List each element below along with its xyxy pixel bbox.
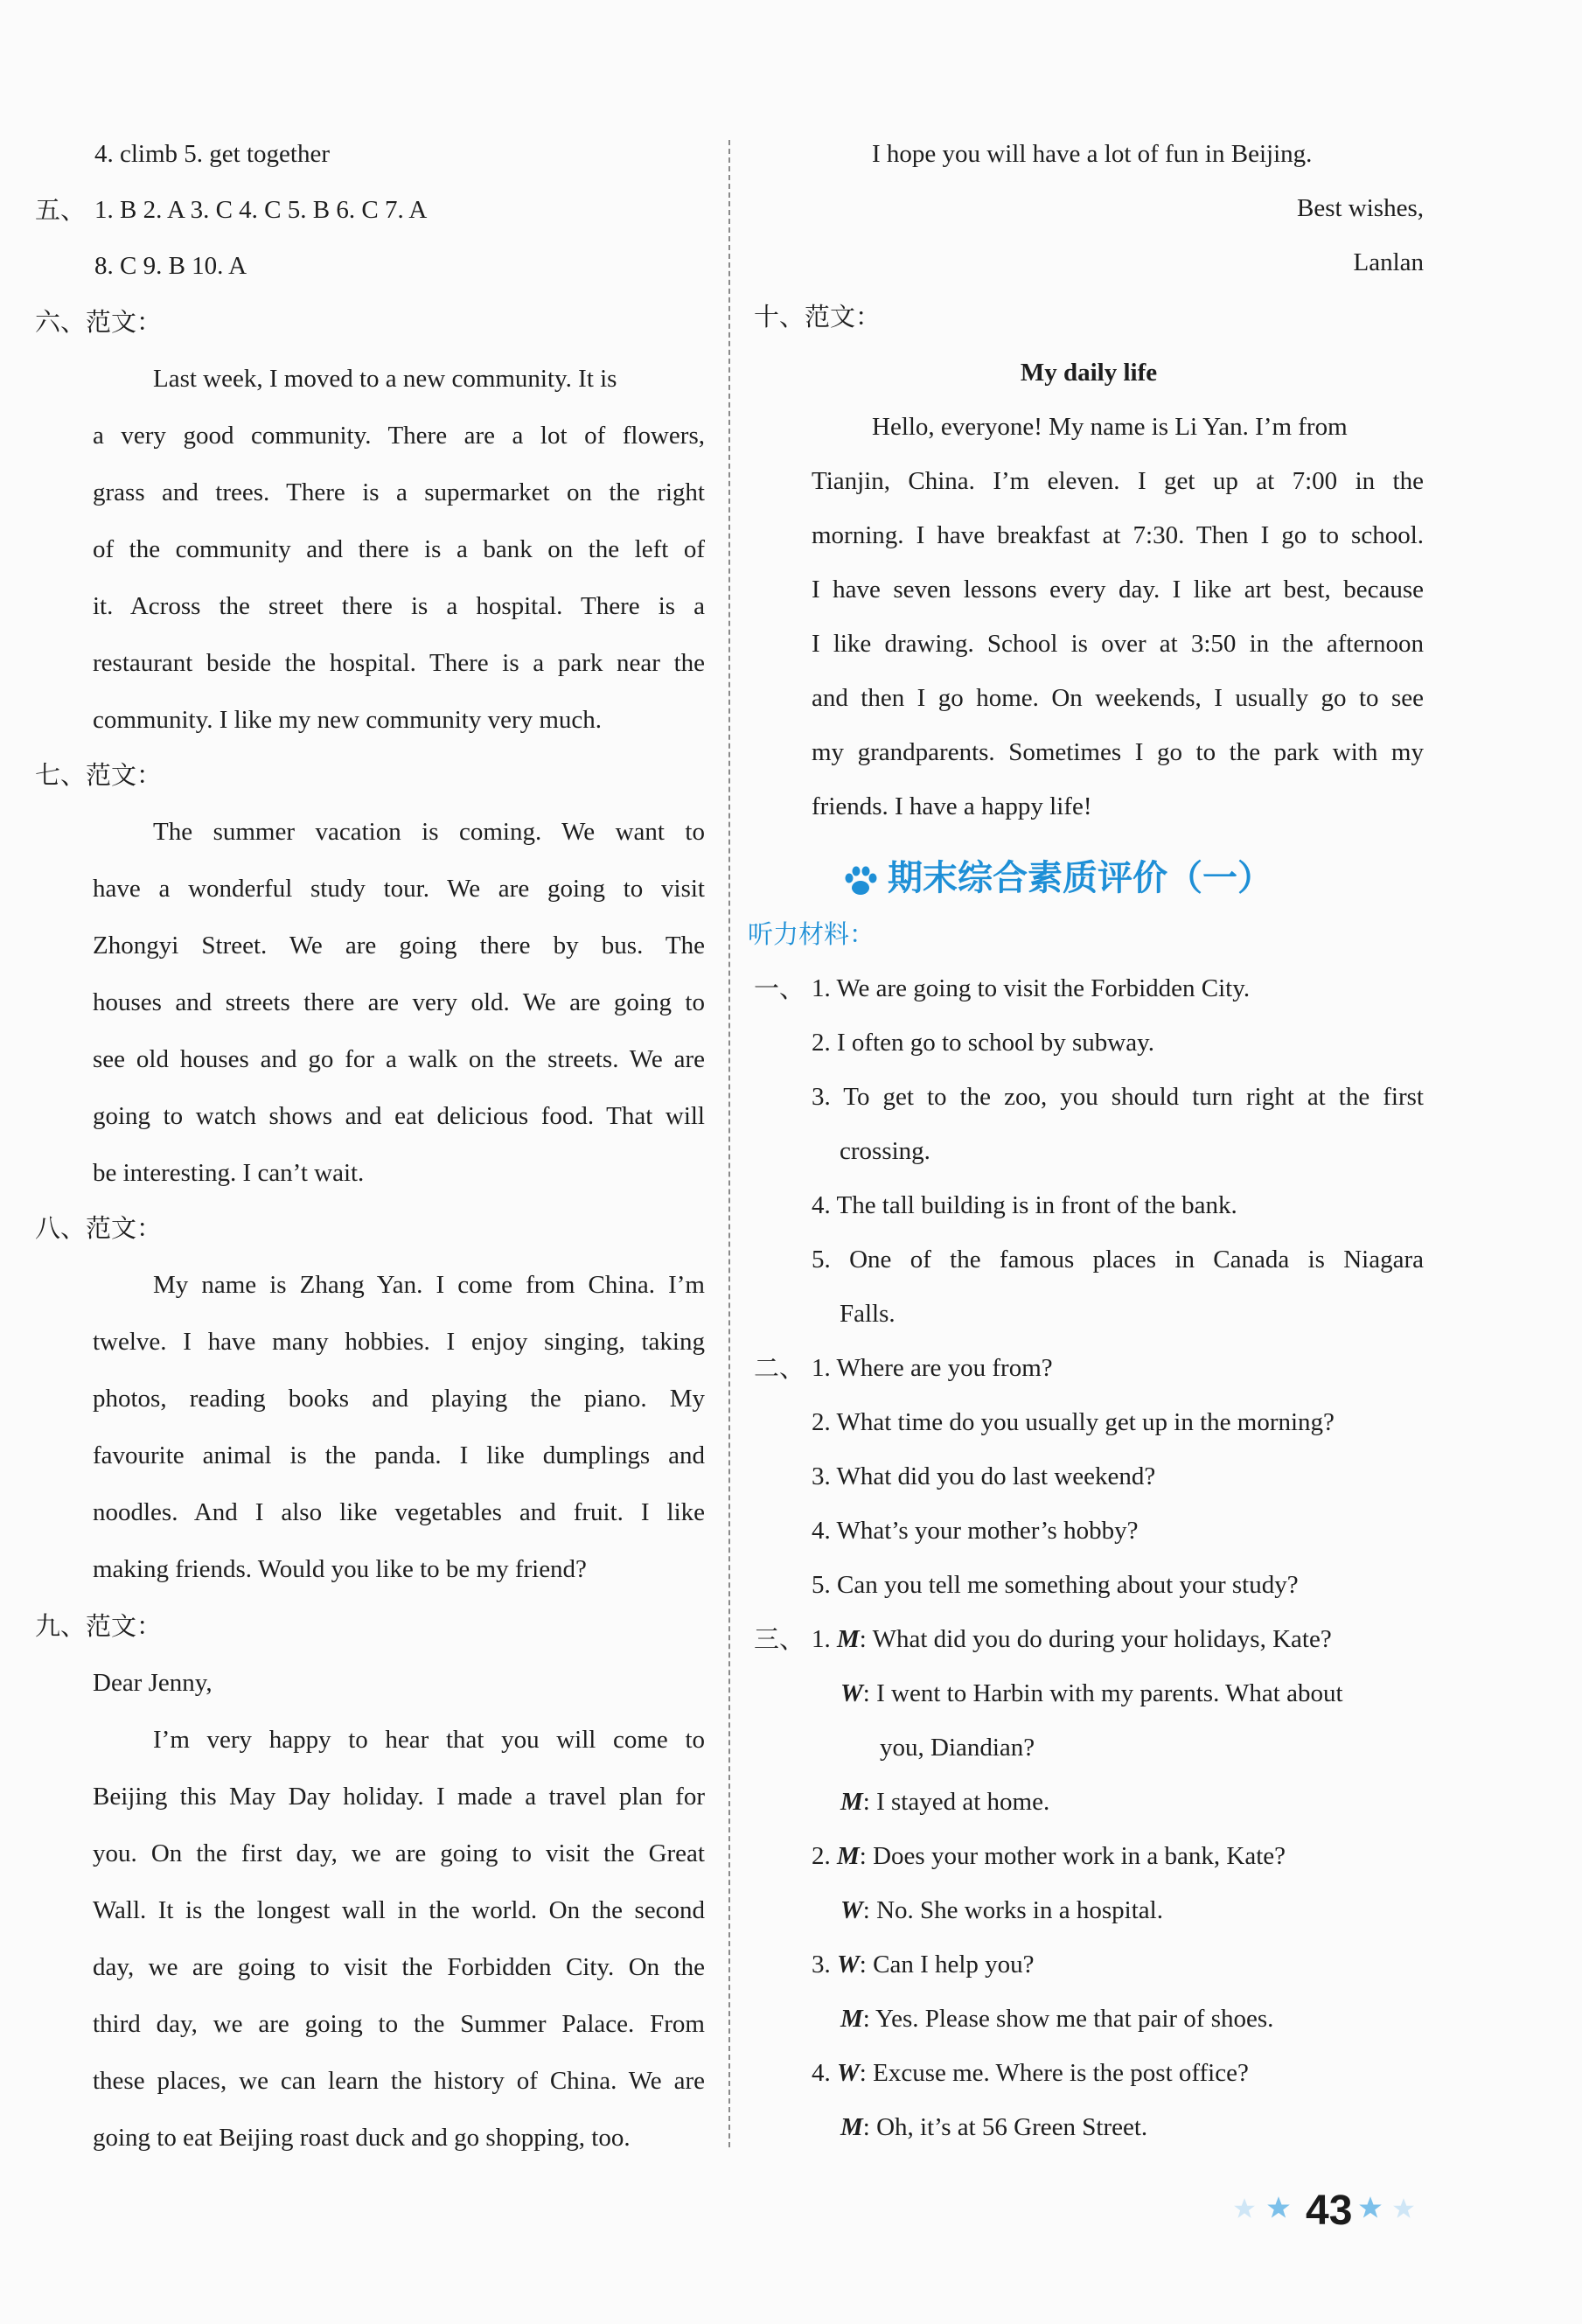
essay-10-line: my grandparents. Sometimes I go to the park with my	[812, 738, 1424, 766]
section-9-label: 九、范文：	[35, 1611, 163, 1641]
listening-item: 4. What’s your mother’s hobby?	[812, 1517, 1139, 1545]
essay-6-line: of the community and there is a bank on the left of	[93, 535, 705, 563]
essay-7-line: houses and streets there are very old. We are going to	[93, 988, 705, 1016]
listening-item: Falls.	[840, 1300, 896, 1328]
letter-line: I’m very happy to hear that you will come to	[153, 1726, 705, 1754]
dialogue-line: M: Oh, it’s at 56 Green Street.	[840, 2113, 1148, 2141]
essay-7-line: The summer vacation is coming. We want to	[153, 818, 705, 846]
dialogue-line: 3. W: Can I help you?	[812, 1951, 1035, 1979]
essay-6-line: Last week, I moved to a new community. It is	[153, 365, 617, 393]
letter-line: you. On the first day, we are going to visit the Great	[93, 1839, 705, 1867]
essay-8-line: noodles. And I also like vegetables and fruit. I like	[93, 1498, 705, 1526]
essay-10-line: friends. I have a happy life!	[812, 792, 1092, 820]
star-icon	[1358, 2195, 1383, 2220]
essay-8-line: photos, reading books and playing the piano. My	[93, 1385, 705, 1413]
section-10-label: 十、范文：	[754, 302, 882, 332]
letter-signature: Lanlan	[1353, 248, 1424, 276]
essay-10-line: Hello, everyone! My name is Li Yan. I’m from	[872, 413, 1348, 441]
essay-10-line: I have seven lessons every day. I like art best, because	[812, 576, 1424, 604]
paw-icon	[842, 866, 879, 897]
essay-6-line: grass and trees. There is a supermarket on the right	[93, 478, 705, 506]
dialogue-line: you, Diandian?	[880, 1734, 1035, 1762]
column-divider	[728, 140, 730, 2147]
listening-material-label: 听力材料：	[748, 919, 875, 949]
essay-10-line: I like drawing. School is over at 3:50 in the afternoon	[812, 630, 1424, 658]
question-1-label: 一、	[754, 974, 805, 1003]
question-3-label: 三、	[754, 1624, 805, 1654]
section-8-label: 八、范文：	[35, 1213, 163, 1243]
essay-6-line: it. Across the street there is a hospital. There is a	[93, 592, 705, 620]
listening-item: crossing.	[840, 1137, 930, 1165]
listening-item: 2. I often go to school by subway.	[812, 1029, 1154, 1057]
letter-closing: Best wishes,	[1297, 194, 1424, 222]
listening-item: 1. Where are you from?	[812, 1354, 1053, 1382]
section-5-label: 五、	[35, 195, 87, 225]
letter-line: day, we are going to visit the Forbidden City. On the	[93, 1953, 705, 1981]
page-number: 43	[1306, 2188, 1353, 2234]
essay-7-line: see old houses and go for a walk on the streets. We are	[93, 1045, 705, 1073]
answers-5-row2: 8. C 9. B 10. A	[94, 252, 247, 280]
listening-item: 1. We are going to visit the Forbidden City.	[812, 974, 1251, 1002]
letter-line: these places, we can learn the history of China. We are	[93, 2067, 705, 2095]
essay-8-line: twelve. I have many hobbies. I enjoy singing, taking	[93, 1328, 705, 1356]
letter-line: third day, we are going to the Summer Palace. From	[93, 2010, 705, 2038]
exam-section-title: 期末综合素质评价（一）	[888, 858, 1272, 898]
listening-item: 5. Can you tell me something about your study?	[812, 1571, 1299, 1599]
listening-item: 3. To get to the zoo, you should turn right at the first	[812, 1083, 1424, 1111]
question-2-label: 二、	[754, 1353, 805, 1383]
letter-line: Beijing this May Day holiday. I made a travel plan for	[93, 1783, 705, 1811]
essay-10-line: Tianjin, China. I’m eleven. I get up at 7:00 in the	[812, 467, 1424, 495]
listening-item: 5. One of the famous places in Canada is Niagara	[812, 1246, 1424, 1274]
section-6-label: 六、范文：	[35, 307, 163, 337]
essay-7-line: Zhongyi Street. We are going there by bus. The	[93, 932, 705, 960]
answer-line-4-5: 4. climb 5. get together	[94, 140, 330, 168]
letter-greeting: Dear Jenny,	[93, 1669, 213, 1697]
essay-8-line: favourite animal is the panda. I like dumplings and	[93, 1441, 705, 1469]
section-7-label: 七、范文：	[35, 760, 163, 790]
answers-5-row1: 1. B 2. A 3. C 4. C 5. B 6. C 7. A	[94, 196, 428, 224]
letter-line: going to eat Beijing roast duck and go shopping, too.	[93, 2124, 631, 2152]
essay-6-line: restaurant beside the hospital. There is a park near the	[93, 649, 705, 677]
essay-10-line: and then I go home. On weekends, I usually go to see	[812, 684, 1424, 712]
listening-item: 3. What did you do last weekend?	[812, 1462, 1156, 1490]
dialogue-line: W: I went to Harbin with my parents. What about	[840, 1679, 1343, 1707]
listening-item: 4. The tall building is in front of the bank.	[812, 1191, 1237, 1219]
essay-10-line: morning. I have breakfast at 7:30. Then I go to school.	[812, 521, 1424, 549]
dialogue-line: M: I stayed at home.	[840, 1788, 1050, 1816]
essay-7-line: going to watch shows and eat delicious food. That will	[93, 1102, 705, 1130]
star-icon	[1266, 2195, 1291, 2220]
dialogue-line: W: No. She works in a hospital.	[840, 1896, 1163, 1924]
essay-8-line: My name is Zhang Yan. I come from China. I’m	[153, 1271, 705, 1299]
essay-8-line: making friends. Would you like to be my friend?	[93, 1555, 587, 1583]
dialogue-line: M: Yes. Please show me that pair of shoes.	[840, 2005, 1274, 2033]
essay-title: My daily life	[1020, 359, 1158, 387]
dialogue-line: 1. M: What did you do during your holidays, Kate?	[812, 1625, 1332, 1653]
star-icon	[1392, 2197, 1415, 2220]
dialogue-line: 4. W: Excuse me. Where is the post office?	[812, 2059, 1249, 2087]
letter-line: Wall. It is the longest wall in the world. On the second	[93, 1896, 705, 1924]
star-icon	[1233, 2197, 1256, 2220]
essay-7-line: be interesting. I can’t wait.	[93, 1159, 365, 1187]
listening-item: 2. What time do you usually get up in the morning?	[812, 1408, 1335, 1436]
essay-6-line: a very good community. There are a lot of flowers,	[93, 422, 705, 450]
essay-7-line: have a wonderful study tour. We are going to visit	[93, 875, 705, 903]
essay-6-line: community. I like my new community very much.	[93, 706, 603, 734]
letter-line: I hope you will have a lot of fun in Beijing.	[872, 140, 1313, 168]
dialogue-line: 2. M: Does your mother work in a bank, Kate?	[812, 1842, 1286, 1870]
